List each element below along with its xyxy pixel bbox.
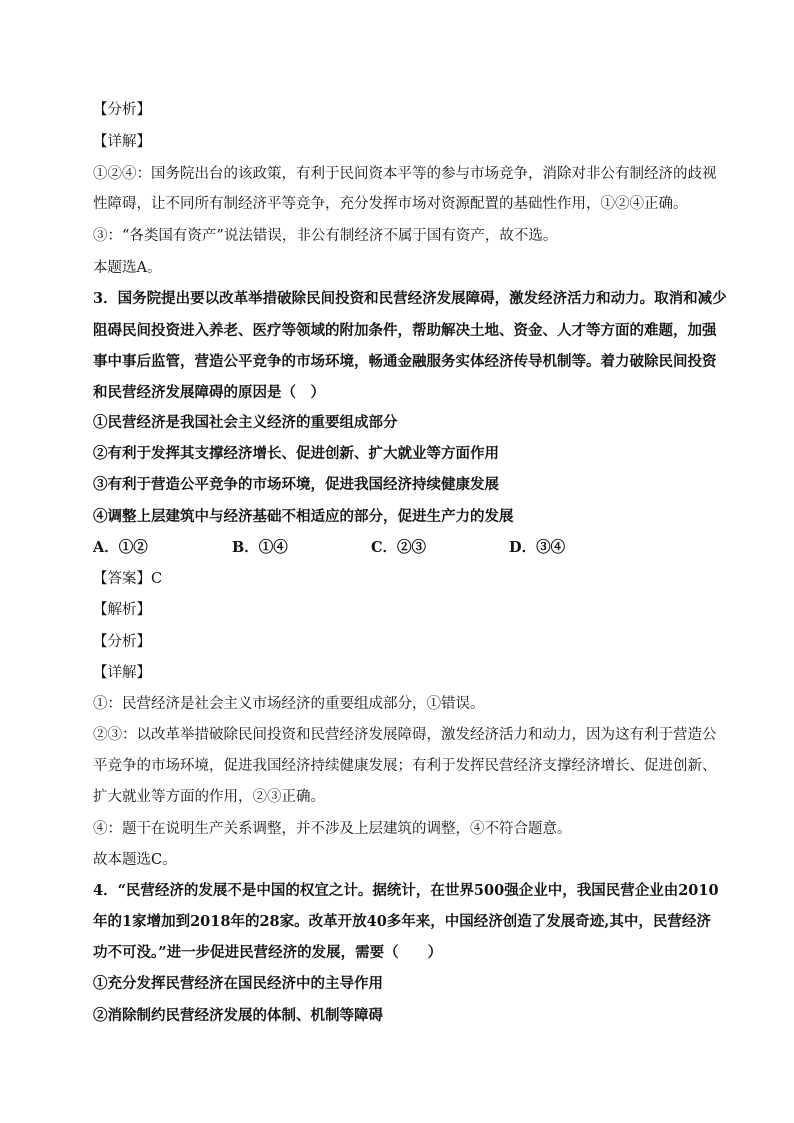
conclusion-text: 故本题选C。 (93, 852, 177, 868)
question-3-statement: ④调整上层建筑中与经济基础不相适应的部分，促进生产力的发展 (93, 508, 514, 525)
option-b: B．①④ (232, 539, 288, 556)
question-3-statement: ③有利于营造公平竞争的市场环境，促进我国经济持续健康发展 (93, 476, 499, 493)
option-d: D．③④ (509, 539, 566, 556)
option-c: C．②③ (371, 539, 427, 556)
detail-text: ④：题干在说明生产关系调整，并不涉及上层建筑的调整，④不符合题意。 (93, 821, 572, 837)
option-a: A．①② (93, 539, 148, 556)
explanation-heading: 【解析】 (93, 602, 151, 618)
detail-text: 性障碍，让不同所有制经济平等竞争，充分发挥市场对资源配置的基础性作用，①②④正确。 (93, 196, 688, 212)
question-4-statement: ②消除制约民营经济发展的体制、机制等障碍 (93, 1007, 383, 1024)
answer-line: 【答案】C (93, 571, 163, 587)
detail-text: ③：“各类国有资产”说法错误，非公有制经济不属于国有资产，故不选。 (93, 228, 558, 244)
detail-text: 扩大就业等方面的作用，②③正确。 (93, 789, 325, 805)
question-3-stem: 事中事后监管，营造公平竞争的市场环境，畅通金融服务实体经济传导机制等。着力破除民间投资 (93, 353, 717, 370)
detail-heading: 【详解】 (93, 134, 151, 150)
detail-text: 平竞争的市场环境，促进我国经济持续健康发展；有利于发挥民营经济支撑经济增长、促进创新、 (93, 758, 717, 774)
detail-text: ②③：以改革举措破除民间投资和民营经济发展障碍，激发经济活力和动力，因为这有利于营造公 (93, 727, 717, 743)
question-3-stem: 阻碍民间投资进入养老、医疗等领域的附加条件，帮助解决土地、资金、人才等方面的难题，加强 (93, 322, 717, 339)
analysis-heading: 【分析】 (93, 102, 151, 118)
question-3-stem: 3．国务院提出要以改革举措破除民间投资和民营经济发展障碍，激发经济活力和动力。取消和减少 (93, 290, 727, 307)
conclusion-text: 本题选A。 (93, 260, 162, 276)
question-4-statement: ①充分发挥民营经济在国民经济中的主导作用 (93, 975, 383, 992)
question-3-statement: ②有利于发挥其支撑经济增长、促进创新、扩大就业等方面作用 (93, 445, 499, 462)
question-4-stem: 4．“民营经济的发展不是中国的权宜之计。据统计，在世界500强企业中，我国民营企业由2010 (93, 882, 719, 899)
detail-text: ①②④：国务院出台的该政策，有利于民间资本平等的参与市场竞争，消除对非公有制经济的歧视 (93, 166, 717, 182)
detail-text: ①：民营经济是社会主义市场经济的重要组成部分，①错误。 (93, 696, 485, 712)
analysis-heading: 【分析】 (93, 634, 151, 650)
question-3-statement: ①民营经济是我国社会主义经济的重要组成部分 (93, 414, 398, 431)
question-3-stem: 和民营经济发展障碍的原因是（ ） (93, 384, 325, 401)
question-4-stem: 功不可没。”进一步促进民营经济的发展，需要（ ） (93, 944, 443, 961)
question-4-stem: 年的1家增加到2018年的28家。改革开放40多年来，中国经济创造了发展奇迹,其中，民营经济 (93, 913, 711, 930)
detail-heading: 【详解】 (93, 665, 151, 681)
